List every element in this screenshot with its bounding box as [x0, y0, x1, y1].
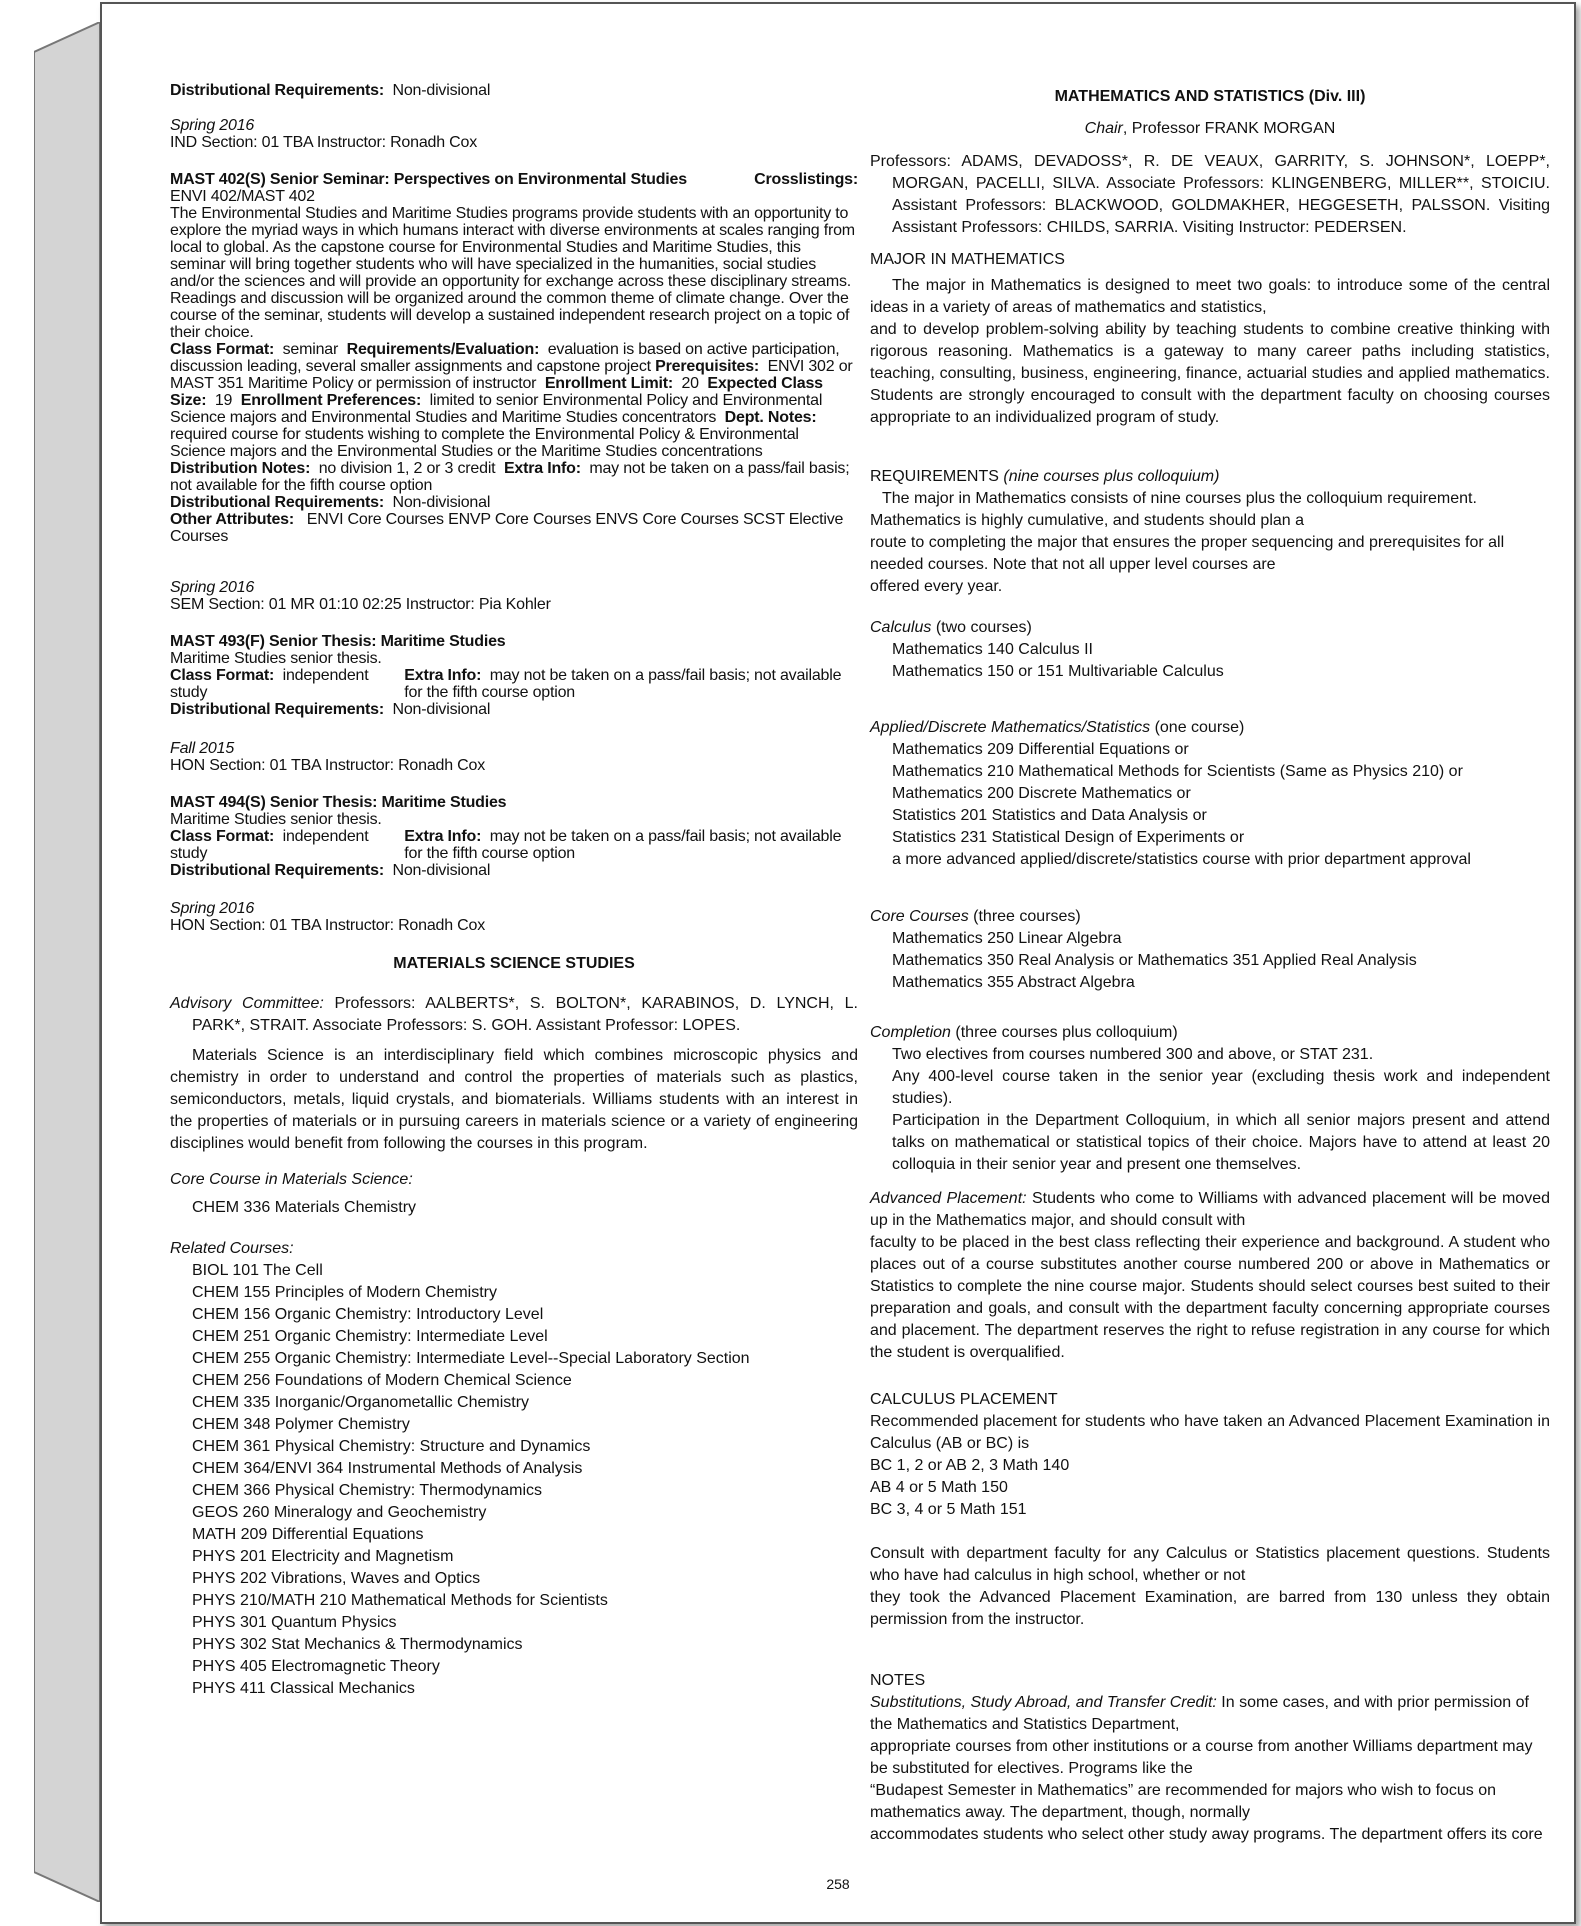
advanced-placement: Advanced Placement: Students who come to Williams with advanced placement will be moved up in the Mathematics major, and should consult with faculty to be placed in the best class reflecting their experience and background. A student who places out of a course substitutes another course numbered 200 or above in Mathematics or Statistics to complete the nine course major. Students should select courses best suited to their preparation and goals, and consult with the department faculty concerning appropriate courses and placement. The department reserves the right to refuse registration in any course for which the student is overqualified. — [870, 1190, 1550, 1361]
list-item: CHEM 366 Physical Chemistry: Thermodynamics — [192, 1482, 543, 1499]
list-item: Mathematics 150 or 151 Multivariable Calculus — [892, 663, 1224, 680]
section-block-4: Spring 2016 HON Section: 01 TBA Instructor: Ronadh Cox — [170, 900, 486, 934]
core-course-section: Core Course in Materials Science: CHEM 336 Materials Chemistry — [170, 1171, 417, 1216]
course-mast-494: MAST 494(S) Senior Thesis: Maritime Studies Maritime Studies senior thesis. Class Format: independent study Extra Info: may not be taken on a pass/fail basis; not available for the fifth course option Distributional Requirements: Non-divisional — [170, 794, 842, 879]
section-block-3: Fall 2015 HON Section: 01 TBA Instructor: Ronadh Cox — [170, 740, 486, 774]
list-item: Mathematics 209 Differential Equations or — [892, 741, 1189, 758]
list-item: PHYS 202 Vibrations, Waves and Optics — [192, 1570, 481, 1587]
list-item: Mathematics 200 Discrete Mathematics or — [892, 785, 1191, 802]
list-item: CHEM 256 Foundations of Modern Chemical Science — [192, 1372, 572, 1389]
list-item: Statistics 231 Statistical Design of Experiments or — [892, 829, 1245, 846]
course-description: The Environmental Studies and Maritime Studies programs provide students with an opportunity to explore the myriad ways in which humans interact with diverse environments at scales ranging from local to global. As the capstone course for Environmental Studies and Maritime Studies, this seminar will bring together students who will have specialized in the humanities, social studies and/or the sciences and will provide an opportunity for exchange across these disciplinary streams. Readings and discussion will be organized around the common theme of climate change. Over the course of the seminar, students will develop a sustained independent research project on a topic of their choice. — [170, 205, 855, 341]
notes-section: NOTES Substitutions, Study Abroad, and Transfer Credit: In some cases, and with prior permission of the Mathematics and Statistics Department, appropriate courses from other institutions or a course from another Williams department may be substituted for electives. Programs like the “Budapest Semester in Mathematics” are recommended for majors who wish to focus on mathematics away. The department, though, normally accommodates students who select other study away programs. The department offers its core — [870, 1672, 1543, 1843]
list-item: BC 3, 4 or 5 Math 151 — [870, 1501, 1027, 1518]
course-title: MAST 493(F) Senior Thesis: Maritime Studies — [170, 633, 506, 650]
chair-line: Chair, Professor FRANK MORGAN — [1084, 120, 1336, 137]
list-item: Mathematics 350 Real Analysis or Mathematics 351 Applied Real Analysis — [892, 952, 1417, 969]
list-item: CHEM 155 Principles of Modern Chemistry — [192, 1284, 497, 1301]
major-heading: MAJOR IN MATHEMATICS — [870, 251, 1065, 268]
list-item: CHEM 335 Inorganic/Organometallic Chemistry — [192, 1394, 530, 1411]
list-item: BC 1, 2 or AB 2, 3 Math 140 — [870, 1457, 1070, 1474]
page-number: 258 — [826, 1876, 850, 1892]
major-description: The major in Mathematics is designed to meet two goals: to introduce some of the central ideas in a variety of areas of mathematics and statistics, and to develop problem-solving ability by teaching students to combine creative thinking with rigorous reasoning. Mathematics is a gateway to many career paths including statistics, teaching, consulting, business, engineering, finance, actuarial studies and applied mathematics. Students are strongly encouraged to consult with the department faculty on choosing courses appropriate to an individualized program of study. — [870, 277, 1550, 426]
list-item: CHEM 255 Organic Chemistry: Intermediate Level--Special Laboratory Section — [192, 1350, 750, 1367]
list-item: MATH 209 Differential Equations — [192, 1526, 424, 1543]
advisory-committee: Advisory Committee: Professors: AALBERTS*, S. BOLTON*, KARABINOS, D. LYNCH, L. PARK*, STRAIT. Associate Professors: S. GOH. Assistant Professor: LOPES. — [170, 995, 859, 1034]
list-item: PHYS 405 Electromagnetic Theory — [192, 1658, 440, 1675]
course-details: Class Format: seminar Requirements/Evaluation: evaluation is based on active participation, discussion leading, several smaller assignments and capstone project Prerequisites: ENVI 302 or MAST 351 Maritime Policy or permission of instructor Enrollment Limit: 20 Expected Class Size: 19 Enrollment Preferences: limited to senior Environmental Policy and Environmental Science majors and Environmental Studies and Maritime Studies concentrators Dept. Notes: required course for students wishing to complete the Environmental Policy & Environmental Science majors and the Environmental Studies or the Maritime Studies concentrations Distribution Notes: no division 1, 2 or 3 credit Extra Info: may not be taken on a pass/fail basis; not available for the fifth course option — [170, 341, 853, 494]
list-item: Mathematics 355 Abstract Algebra — [892, 974, 1135, 991]
list-item: Two electives from courses numbered 300 and above, or STAT 231. — [892, 1046, 1374, 1063]
course-mast-493: MAST 493(F) Senior Thesis: Maritime Studies Maritime Studies senior thesis. Class Format: independent study Extra Info: may not be taken on a pass/fail basis; not available for the fifth course option Distributional Requirements: Non-divisional — [170, 633, 842, 718]
calculus-section: Calculus (two courses) Mathematics 140 Calculus II Mathematics 150 or 151 Multivariable Calculus — [870, 617, 1550, 683]
list-item: AB 4 or 5 Math 150 — [870, 1479, 1008, 1496]
course-mast-402: MAST 402(S) Senior Seminar: Perspectives on Environmental Studies Crosslistings: ENVI 402/MAST 402 The Environmental Studies and Maritime Studies programs provide students with an opportunity to explore the myriad ways in which humans interact with diverse environments at scales ranging from local to global. As the capstone course for Environmental Studies and Maritime Studies, this seminar will bring together students who will have specialized in the humanities, social studies and/or the sciences and will provide an opportunity for exchange across these disciplinary streams. Readings and discussion will be organized around the common theme of climate change. Over the course of the seminar, students will develop a sustained independent research project on a topic of their choice. Class Format: seminar Requirements/Evaluation: evaluation is based on active participation, discussion leading, several smaller assignments and capstone project Prerequisites: ENVI 302 or MAST 351 Maritime Policy or permission of instructor Enrollment Limit: 20 Expected Class Size: 19 Enrollment Preferences: limited to senior Environmental Policy and Environmental Science majors and Environmental Studies and Maritime Studies concentrators Dept. Notes: required course for students wishing to complete the Environmental Policy & Environmental Science majors and the Environmental Studies or the Maritime Studies concentrations Distribution Notes: no division 1, 2 or 3 credit Extra Info: may not be taken on a pass/fail basis; not available for the fifth course option Distributional Requirements: Non-divisional Other Attributes: ENVI Core Courses ENVP Core Courses ENVS Core Courses SCST Elective Courses — [170, 171, 858, 545]
list-item: CHEM 348 Polymer Chemistry — [192, 1416, 410, 1433]
related-courses-section: Related Courses: BIOL 101 The Cell CHEM 155 Principles of Modern Chemistry CHEM 156 Organic Chemistry: Introductory Level CHEM 251 Organic Chemistry: Intermediate Level CHEM 255 Organic Chemistry: Intermediate Level--Special Laboratory Section CHEM 256 Foundations of Modern Chemical Science CHEM 335 Inorganic/Organometallic Chemistry CHEM 348 Polymer Chemistry CHEM 361 Physical Chemistry: Structure and Dynamics CHEM 364/ENVI 364 Instrumental Methods of Analysis CHEM 366 Physical Chemistry: Thermodynamics GEOS 260 Mineralogy and Geochemistry MATH 209 Differential Equations PHYS 201 Electricity and Magnetism PHYS 202 Vibrations, Waves and Optics PHYS 210/MATH 210 Mathematical Methods for Scientists PHYS 301 Quantum Physics PHYS 302 Stat Mechanics & Thermodynamics PHYS 405 Electromagnetic Theory PHYS 411 Classical Mechanics — [170, 1238, 858, 1700]
list-item: PHYS 301 Quantum Physics — [192, 1614, 397, 1631]
completion-section: Completion (three courses plus colloquium) Two electives from courses numbered 300 and above, or STAT 231. Any 400-level course taken in the senior year (excluding thesis work and independent studies). Participation in the Department Colloquium, in which all senior majors present and attend talks on mathematical or statistical topics of their choice. Majors have to attend at least 20 colloquia in their senior year and present one themselves. — [870, 1022, 1550, 1176]
materials-science-heading: MATERIALS SCIENCE STUDIES — [393, 955, 635, 972]
core-courses-section: Core Courses (three courses) Mathematics 250 Linear Algebra Mathematics 350 Real Analysis or Mathematics 351 Applied Real Analysis Mathematics 355 Abstract Algebra — [870, 906, 1550, 994]
list-item: GEOS 260 Mineralogy and Geochemistry — [192, 1504, 487, 1521]
list-item: Mathematics 140 Calculus II — [892, 641, 1093, 658]
applied-section: Applied/Discrete Mathematics/Statistics (one course) Mathematics 209 Differential Equations or Mathematics 210 Mathematical Methods for Scientists (Same as Physics 210) or Mathematics 200 Discrete Mathematics or Statistics 201 Statistics and Data Analysis or Statistics 231 Statistical Design of Experiments or a more advanced applied/discrete/statistics course with prior department approval — [870, 717, 1550, 871]
calculus-placement: CALCULUS PLACEMENT Recommended placement for students who have taken an Advanced Placement Examination in Calculus (AB or BC) is BC 1, 2 or AB 2, 3 Math 140 AB 4 or 5 Math 150 BC 3, 4 or 5 Math 151 — [870, 1389, 1550, 1521]
section-block-1: Spring 2016 IND Section: 01 TBA Instructor: Ronadh Cox — [170, 117, 478, 151]
list-item: BIOL 101 The Cell — [192, 1262, 323, 1279]
document-page — [100, 2, 1576, 1924]
course-title: MAST 402(S) Senior Seminar: Perspectives on Environmental Studies — [170, 171, 687, 188]
distributional-requirements-1: Distributional Requirements: Non-divisional — [170, 82, 491, 99]
faculty-list: Professors: ADAMS, DEVADOSS*, R. DE VEAUX, GARRITY, S. JOHNSON*, LOEPP*, MORGAN, PACELLI, SILVA. Associate Professors: KLINGENBERG, MILLER**, STOICIU. Assistant Professors: BLACKWOOD, GOLDMAKHER, HEGGESETH, PALSSON. Visiting Assistant Professors: CHILDS, SARRIA. Visiting Instructor: PEDERSEN. — [870, 153, 1550, 236]
list-item: Any 400-level course taken in the senior year (excluding thesis work and independent studies). — [892, 1068, 1550, 1107]
list-item: Mathematics 250 Linear Algebra — [892, 930, 1122, 947]
requirements-section: REQUIREMENTS (nine courses plus colloquium) The major in Mathematics consists of nine courses plus the colloquium requirement. Mathematics is highly cumulative, and students should plan a route to completing the major that ensures the proper sequencing and prerequisites for all needed courses. Note that not all upper level courses are offered every year. — [870, 468, 1505, 595]
list-item: a more advanced applied/discrete/statistics course with prior department approval — [892, 851, 1471, 868]
list-item: PHYS 210/MATH 210 Mathematical Methods for Scientists — [192, 1592, 608, 1609]
list-item: CHEM 361 Physical Chemistry: Structure and Dynamics — [192, 1438, 591, 1455]
list-item: PHYS 201 Electricity and Magnetism — [192, 1548, 454, 1565]
materials-science-paragraph: Materials Science is an interdisciplinary field which combines microscopic physics and chemistry in order to understand and control the properties of materials such as plastics, semiconductors, metals, liquid crystals, and biomaterials. Williams students with an interest in the properties of materials or in pursuing careers in materials science or a variety of engineering disciplines would benefit from following the courses in this program. — [170, 1047, 858, 1152]
list-item: PHYS 302 Stat Mechanics & Thermodynamics — [192, 1636, 523, 1653]
course-title: MAST 494(S) Senior Thesis: Maritime Studies — [170, 794, 507, 811]
section-block-2: Spring 2016 SEM Section: 01 MR 01:10 02:25 Instructor: Pia Kohler — [170, 579, 551, 613]
consult-paragraph: Consult with department faculty for any Calculus or Statistics placement questions. Students who have had calculus in high school, whether or not they took the Advanced Placement Examination, are barred from 130 unless they obtain permission from the instructor. — [870, 1545, 1550, 1628]
math-stats-heading: MATHEMATICS AND STATISTICS (Div. III) — [1054, 88, 1366, 105]
list-item: PHYS 411 Classical Mechanics — [192, 1680, 415, 1697]
list-item: Participation in the Department Colloquium, in which all senior majors present and attend talks on mathematical or statistical topics of their choice. Majors have to attend at least 20 colloquia in their senior year and present one themselves. — [892, 1112, 1550, 1173]
book-spine-shading — [34, 22, 104, 1902]
list-item: CHEM 251 Organic Chemistry: Intermediate Level — [192, 1328, 548, 1345]
list-item: CHEM 156 Organic Chemistry: Introductory Level — [192, 1306, 544, 1323]
list-item: CHEM 364/ENVI 364 Instrumental Methods of Analysis — [192, 1460, 583, 1477]
list-item: Statistics 201 Statistics and Data Analysis or — [892, 807, 1207, 824]
list-item: Mathematics 210 Mathematical Methods for Scientists (Same as Physics 210) or — [892, 763, 1463, 780]
